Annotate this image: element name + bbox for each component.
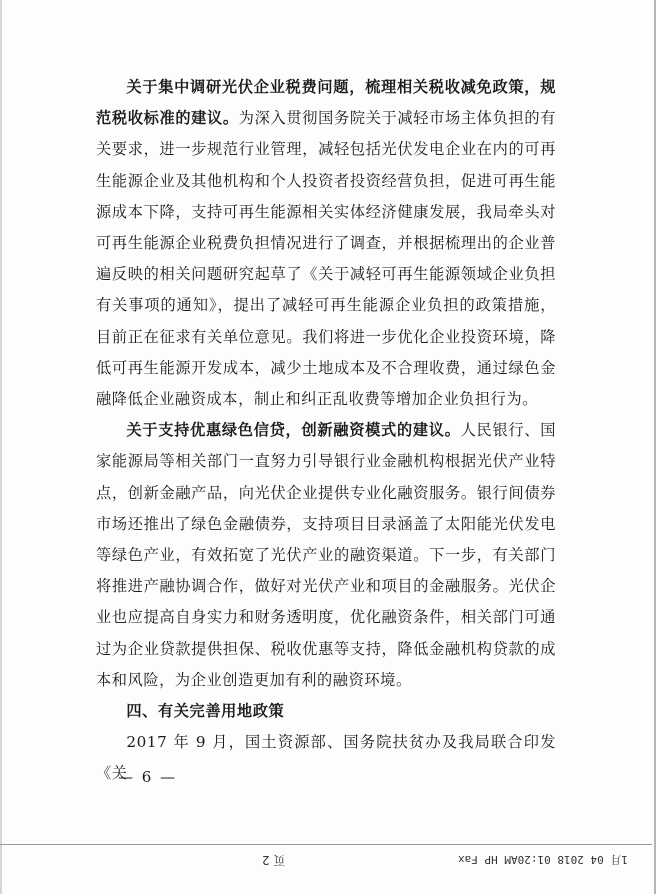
fax-page-label: 页 2 (262, 853, 286, 867)
fax-footer-divider (0, 844, 652, 845)
scan-margin-line (0, 0, 2, 894)
document-body (96, 72, 556, 790)
paragraph-body: 为深入贯彻国务院关于减轻市场主体负担的有关要求，进一步规范行业管理，减轻包括光伏发电企业在内的可再生能源企业及其他机构和个人投资者投资经营负担，促进可再生能源成本下降，支持可再生能源相关实体经济健康发展，我局牵头对可再生能源企业税费负担情况进行了调查，并根据梳理出的企业普遍反映的相关问题研究起草了《关于减轻可再生能源领域企业负担有关事项的通知》，提出了减轻可再生能源企业负担的政策措施，目前正在征求有关单位意见。我们将进一步优化企业投资环境，降低可再生能源开发成本，减少土地成本及不合理收费，通过绿色金融降低企业融资成本，制止和纠正乱收费等增加企业负担行为。 (96, 109, 556, 409)
section-heading: 四、有关完善用地政策 (126, 702, 285, 721)
paragraph-tax-policy (96, 72, 556, 415)
fax-header-stamp: 1月 04 2018 01:20AM HP Fax (458, 853, 628, 866)
page-number: — 6 — (118, 768, 178, 786)
paragraph-lead: 关于支持优惠绿色信贷，创新融资模式的建议。 (126, 421, 461, 440)
paragraph-body: 人民银行、国家能源局等相关部门一直努力引导银行业金融机构根据光伏产业特点，创新金融产品，向光伏企业提供专业化融资服务。银行间债券市场还推出了绿色金融债券，支持项目目录涵盖了太阳能光伏发电等绿色产业，有效拓宽了光伏产业的融资渠道。下一步，有关部门将推进产融协调合作，做好对光伏产业和项目的金融服务。光伏企业也应提高自身实力和财务透明度，优化融资条件，相关部门可通过为企业贷款提供担保、税收优惠等支持，降低金融机构贷款的成本和风险，为企业创造更加有利的融资环境。 (96, 421, 556, 689)
paragraph-lead: 关于集中调研光伏企业税费问题，梳理相关税收减免政策，规范税收标准的建议。 (96, 78, 556, 128)
paragraph-green-credit (96, 415, 556, 696)
paragraph-land-policy: 2017 年 9 月，国土资源部、国务院扶贫办及我局联合印发《关 (96, 733, 556, 783)
